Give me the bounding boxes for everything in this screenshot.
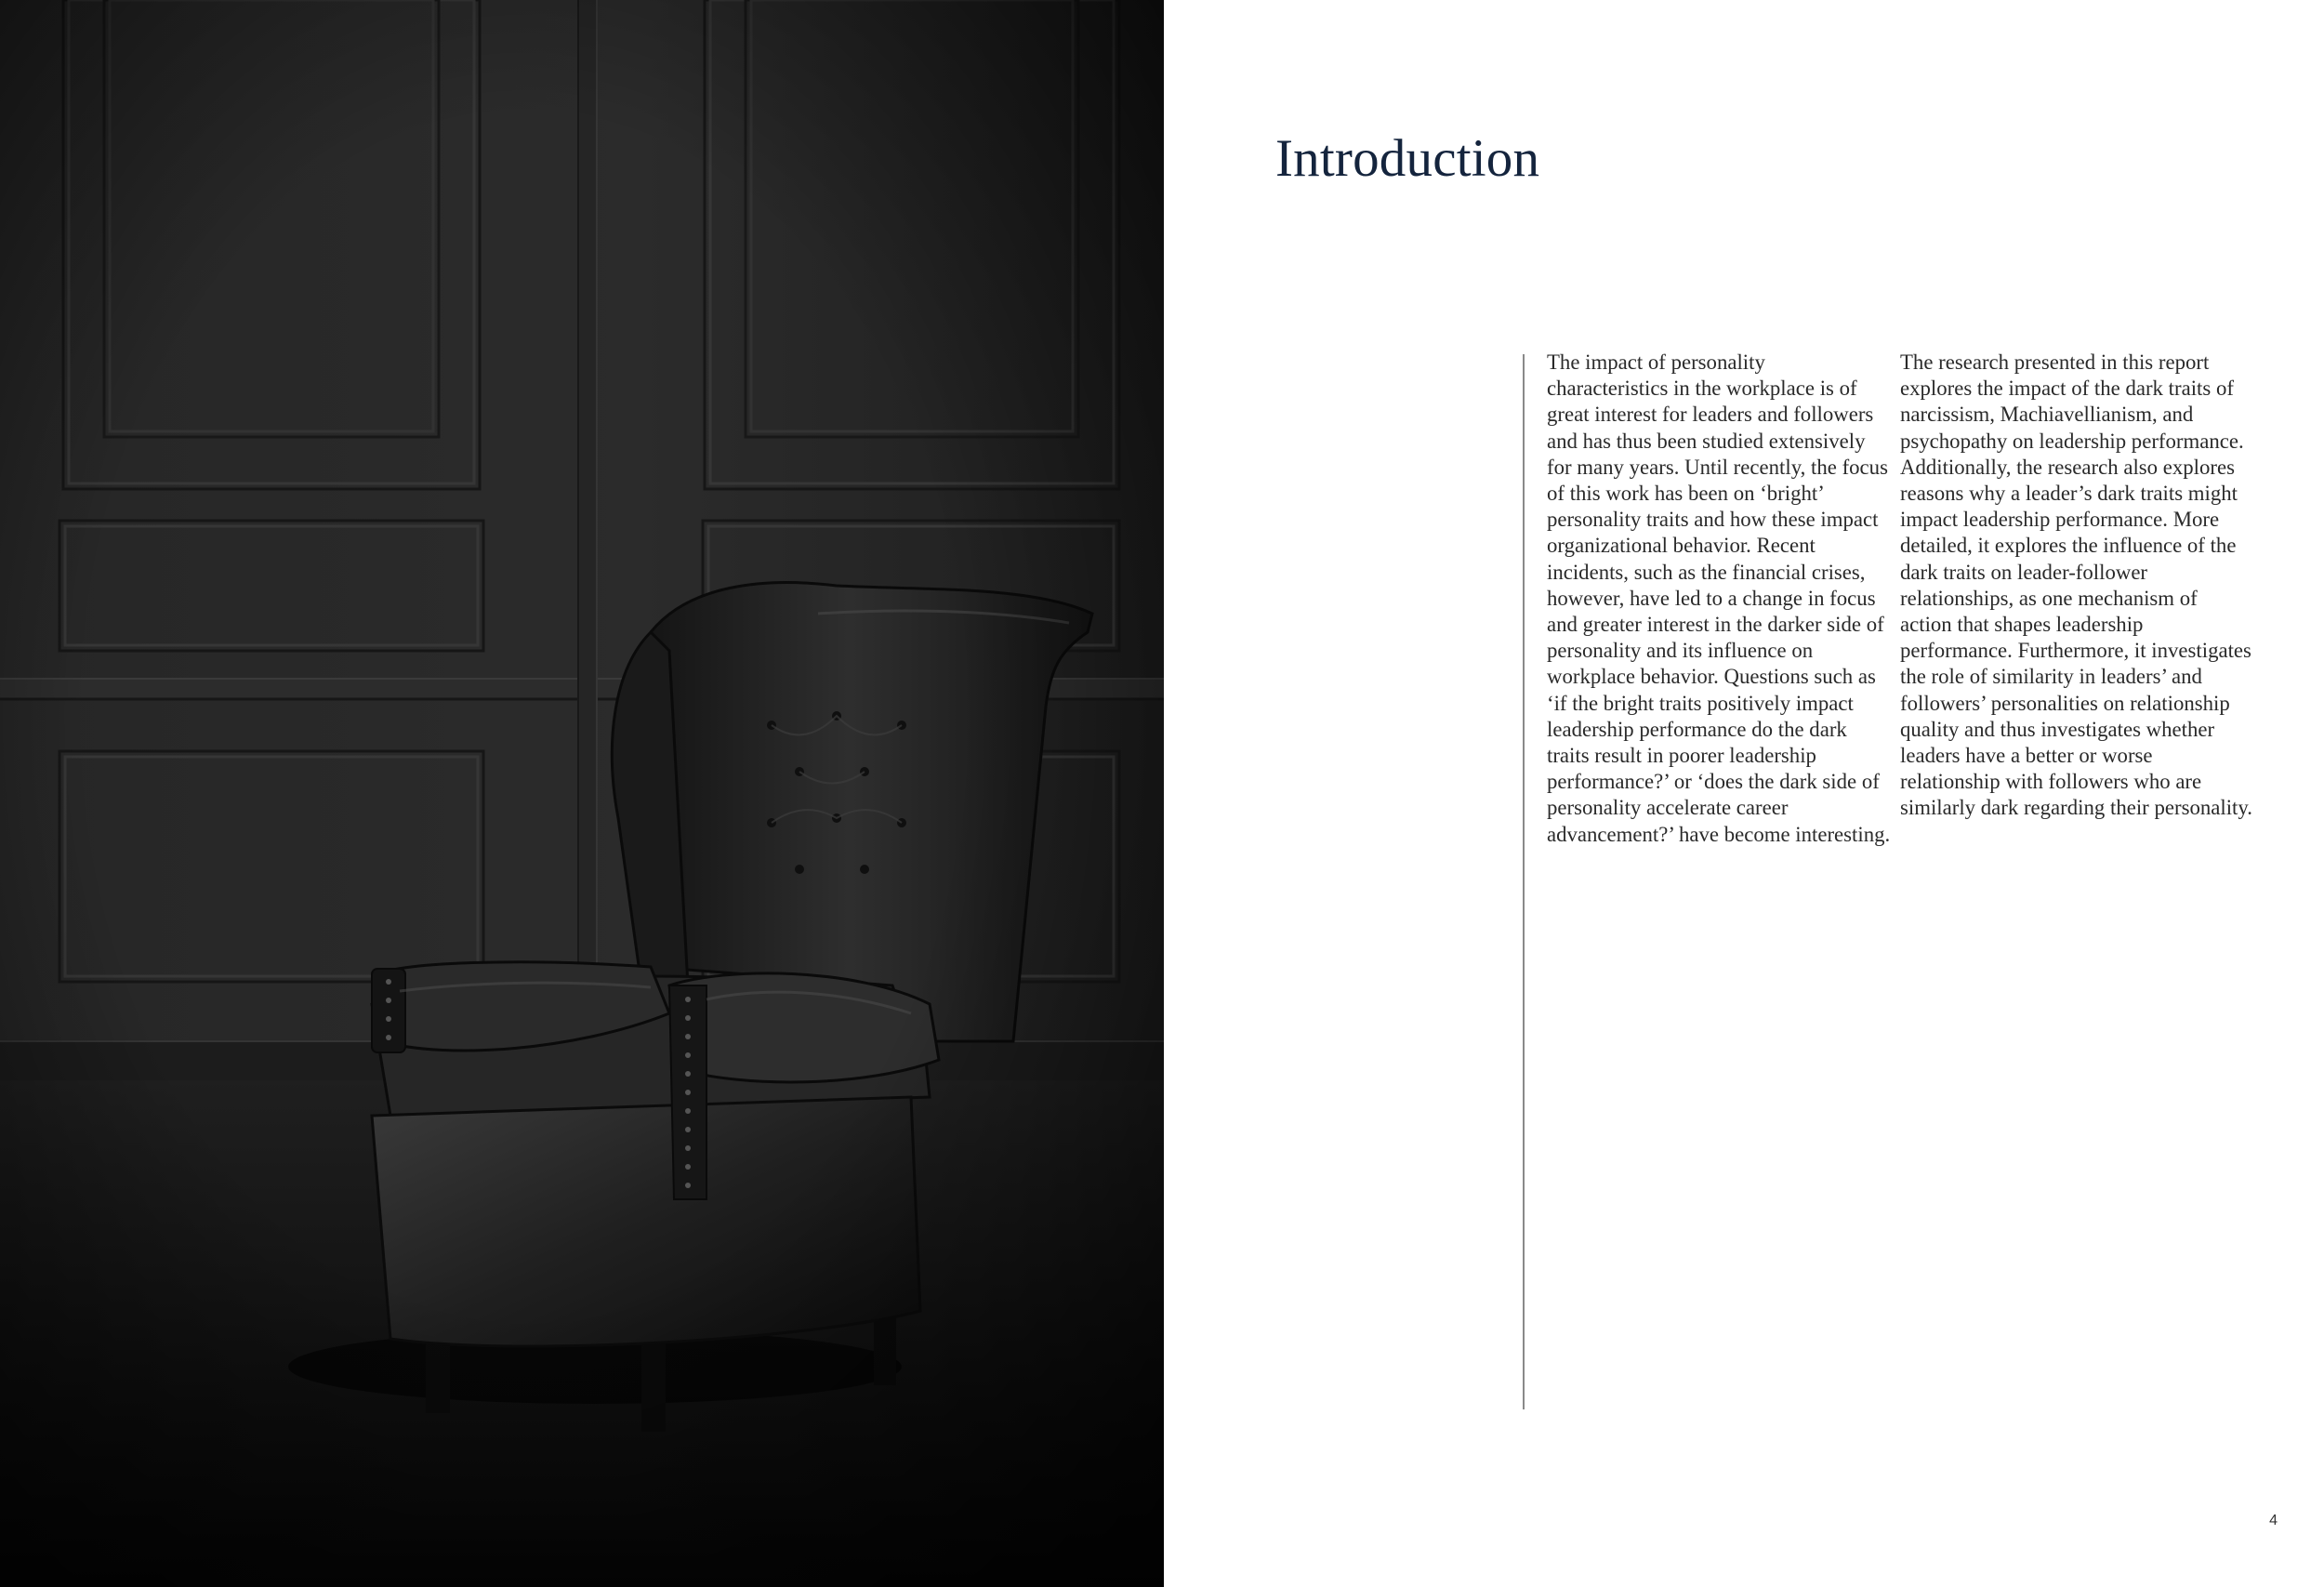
page-number: 4 — [2269, 1513, 2278, 1528]
body-column-1: The impact of personality characteristics in the workplace is of great interest for leaders and followers and has thus been studied extensively for many years. Until recently, the focus of this work has been on ‘bright’ personality traits and how these impact organizational behavior. Recent incidents, such as the financial crises, however, have led to a change in focus and greater interest in the darker side of personality and its influence on workplace behavior. Questions such as ‘if the bright traits positively impact leadership performance do the dark traits result in poorer leadership performance?’ or ‘does the dark side of personality accelerate career advancement?’ have become interesting. — [1547, 350, 1891, 846]
vertical-rule — [1523, 354, 1525, 1409]
body-column-2: The research presented in this report explores the impact of the dark traits of narcissism, Machiavellianism, and psychopathy on leadership performance. Additionally, the research also explores reasons why a leader’s dark traits might impact leadership performance. More detailed, it explores the influence of the dark traits on leader-follower relationships, as one mechanism of action that shapes leadership performance. Furthermore, it investigates the role of similarity in leaders’ and followers’ personalities on relationship quality and thus investigates whether leaders have a better or worse relationship with followers who are similarly dark regarding their personality. — [1900, 350, 2252, 820]
page-title: Introduction — [1275, 129, 1540, 188]
text-page — [1164, 0, 2324, 1587]
